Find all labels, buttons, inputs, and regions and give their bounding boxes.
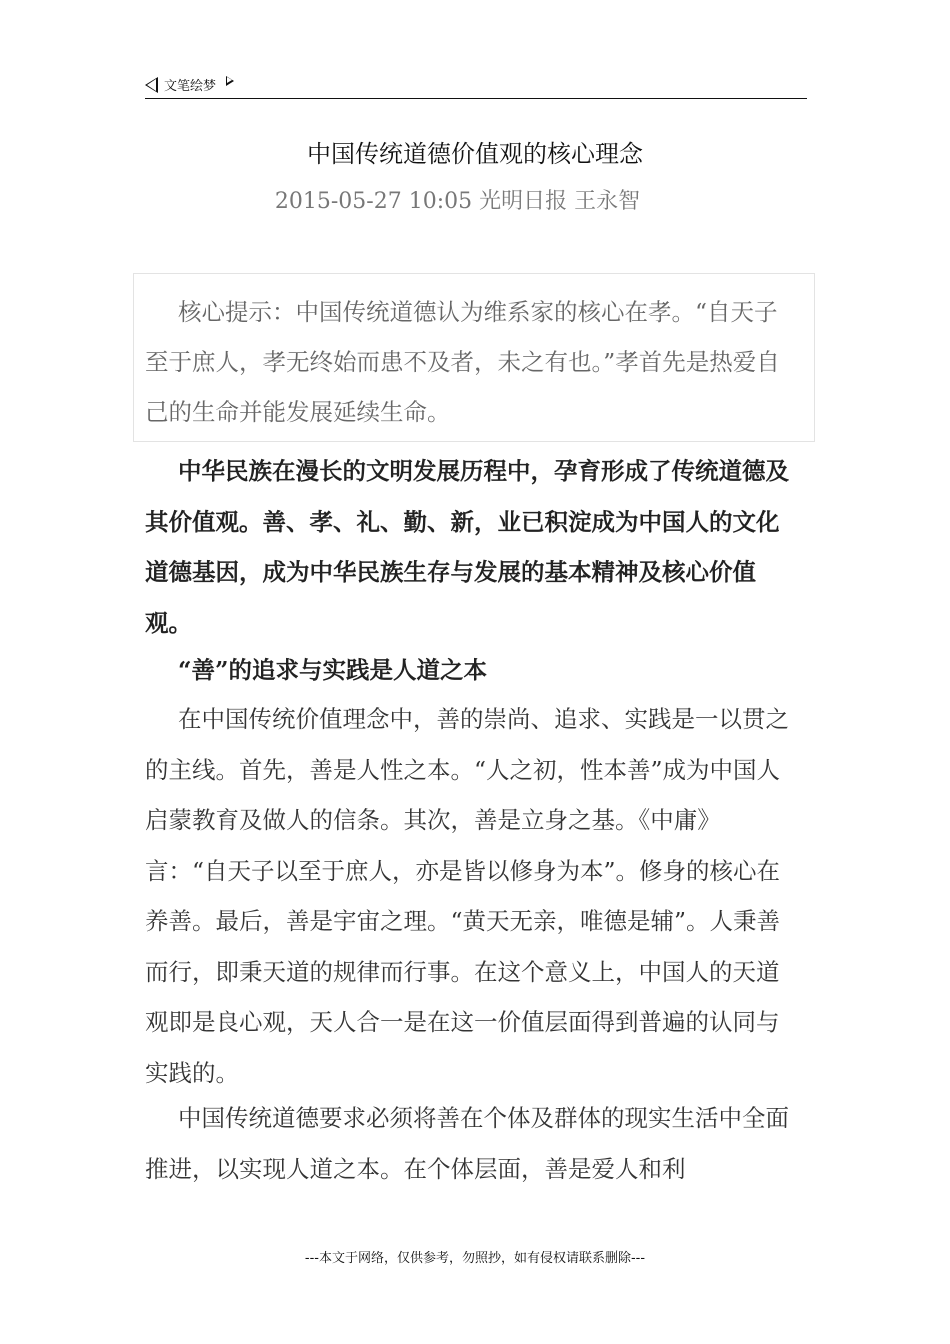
article-meta: 2015-05-27 10:05 光明日报 王永智	[274, 189, 641, 214]
article-title: 中国传统道德价值观的核心理念	[307, 140, 643, 168]
header-brand[interactable]	[145, 75, 234, 94]
triangle-right-icon	[226, 76, 234, 86]
triangle-left-icon	[145, 77, 158, 93]
brand-name: 文笔绘梦	[164, 79, 217, 94]
lead-paragraph: 中华民族在漫长的文明发展历程中，孕育形成了传统道德及其价值观。善、孝、礼、勤、新，业已积淀成为中国人的文化道德基因，成为中华民族生存与发展的基本精神及核心价值观。	[145, 457, 789, 637]
summary-text: 核心提示：中国传统道德认为维系家的核心在孝。“自天子至于庶人，孝无终始而患不及者，未之有也。”孝首先是热爱自己的生命并能发展延续生命。	[145, 298, 780, 426]
footer-disclaimer: ---本文于网络，仅供参考，勿照抄，如有侵权请联系删除---	[304, 1251, 646, 1266]
section-heading: “善”的追求与实践是人道之本	[178, 656, 488, 684]
body-paragraph: 在中国传统价值理念中，善的崇尚、追求、实践是一以贯之的主线。首先，善是人性之本。“人之初，性本善”成为中国人启蒙教育及做人的信条。其次，善是立身之基。《中庸》言：“自天子以至于庶人，亦是皆以修身为本”。修身的核心在养善。最后，善是宇宙之理。“黄天无亲，唯德是辅”。人秉善而行，即秉天道的规律而行事。在这个意义上，中国人的天道观即是良心观，天人合一是在这一价值层面得到普遍的认同与实践的。	[145, 705, 789, 1087]
body-paragraph: 中国传统道德要求必须将善在个体及群体的现实生活中全面推进，以实现人道之本。在个体层面，善是爱人和利	[145, 1104, 789, 1183]
page-header	[145, 72, 807, 99]
